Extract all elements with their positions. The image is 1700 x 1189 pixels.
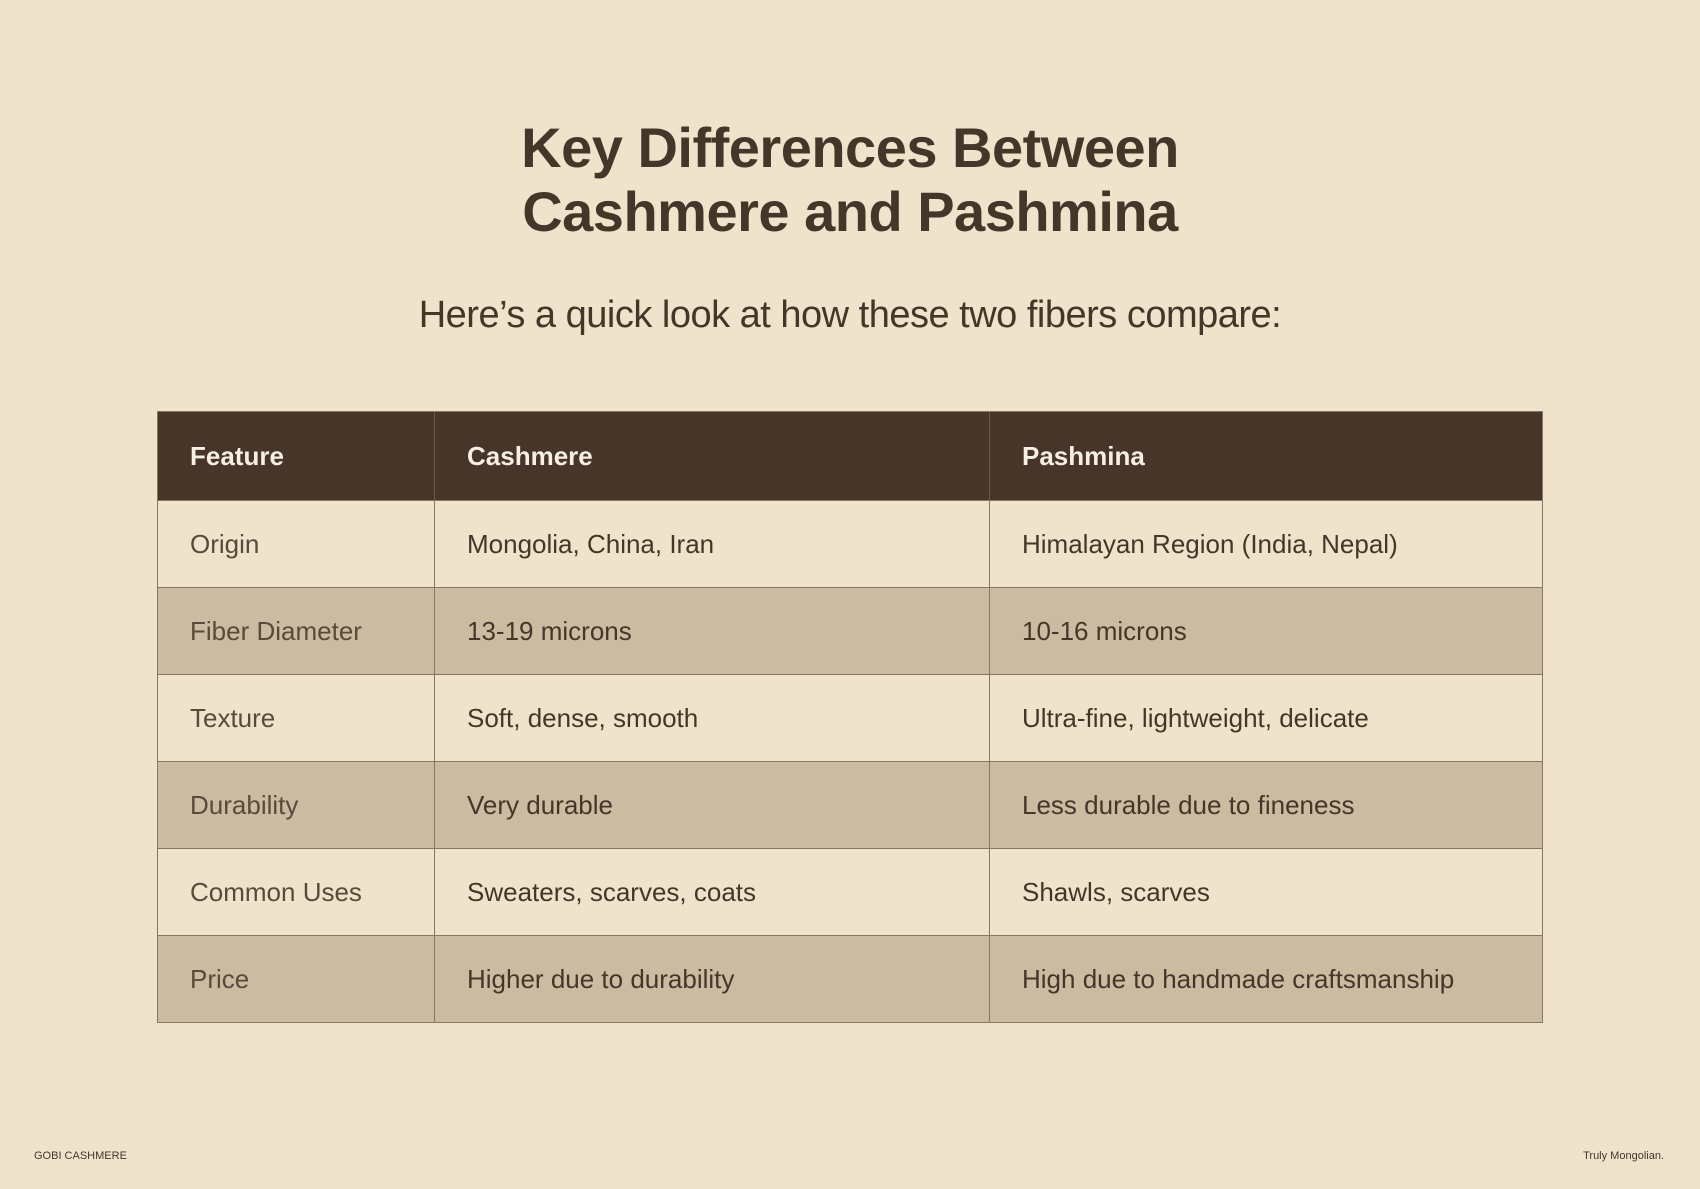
header-feature: Feature [190, 440, 284, 471]
table-row [158, 761, 1542, 848]
page-title [0, 116, 1700, 244]
footer-brand: GOBI CASHMERE [34, 1150, 127, 1162]
pashmina-cell: Shawls, scarves [989, 849, 1542, 935]
table-row [158, 587, 1542, 674]
pashmina-cell: Less durable due to fineness [989, 762, 1542, 848]
feature-cell: Price [190, 963, 250, 994]
feature-cell: Fiber Diameter [190, 615, 362, 646]
page-subtitle: Here’s a quick look at how these two fibers compare: [418, 294, 1282, 336]
header-pashmina: Pashmina [989, 412, 1542, 500]
title-line-1: Key Differences Between [521, 116, 1179, 179]
header-cashmere: Cashmere [434, 412, 989, 500]
pashmina-cell: 10-16 microns [989, 588, 1542, 674]
footer-tagline: Truly Mongolian. [1583, 1150, 1664, 1162]
feature-cell: Origin [190, 528, 260, 559]
table-row [158, 935, 1542, 1022]
cashmere-cell: Mongolia, China, Iran [434, 501, 989, 587]
table-row [158, 848, 1542, 935]
table-row [158, 500, 1542, 587]
pashmina-cell: High due to handmade craftsmanship [989, 936, 1542, 1022]
title-line-2: Cashmere and Pashmina [522, 180, 1178, 243]
pashmina-cell: Ultra-fine, lightweight, delicate [989, 675, 1542, 761]
cashmere-cell: Sweaters, scarves, coats [434, 849, 989, 935]
pashmina-cell: Himalayan Region (India, Nepal) [989, 501, 1542, 587]
cashmere-cell: Soft, dense, smooth [434, 675, 989, 761]
feature-cell: Common Uses [190, 876, 362, 907]
table-row [158, 674, 1542, 761]
feature-cell: Durability [190, 789, 299, 820]
cashmere-cell: Higher due to durability [434, 936, 989, 1022]
feature-cell: Texture [190, 702, 276, 733]
comparison-table [157, 411, 1543, 1023]
cashmere-cell: 13-19 microns [434, 588, 989, 674]
cashmere-cell: Very durable [434, 762, 989, 848]
table-header-row [158, 412, 1542, 500]
